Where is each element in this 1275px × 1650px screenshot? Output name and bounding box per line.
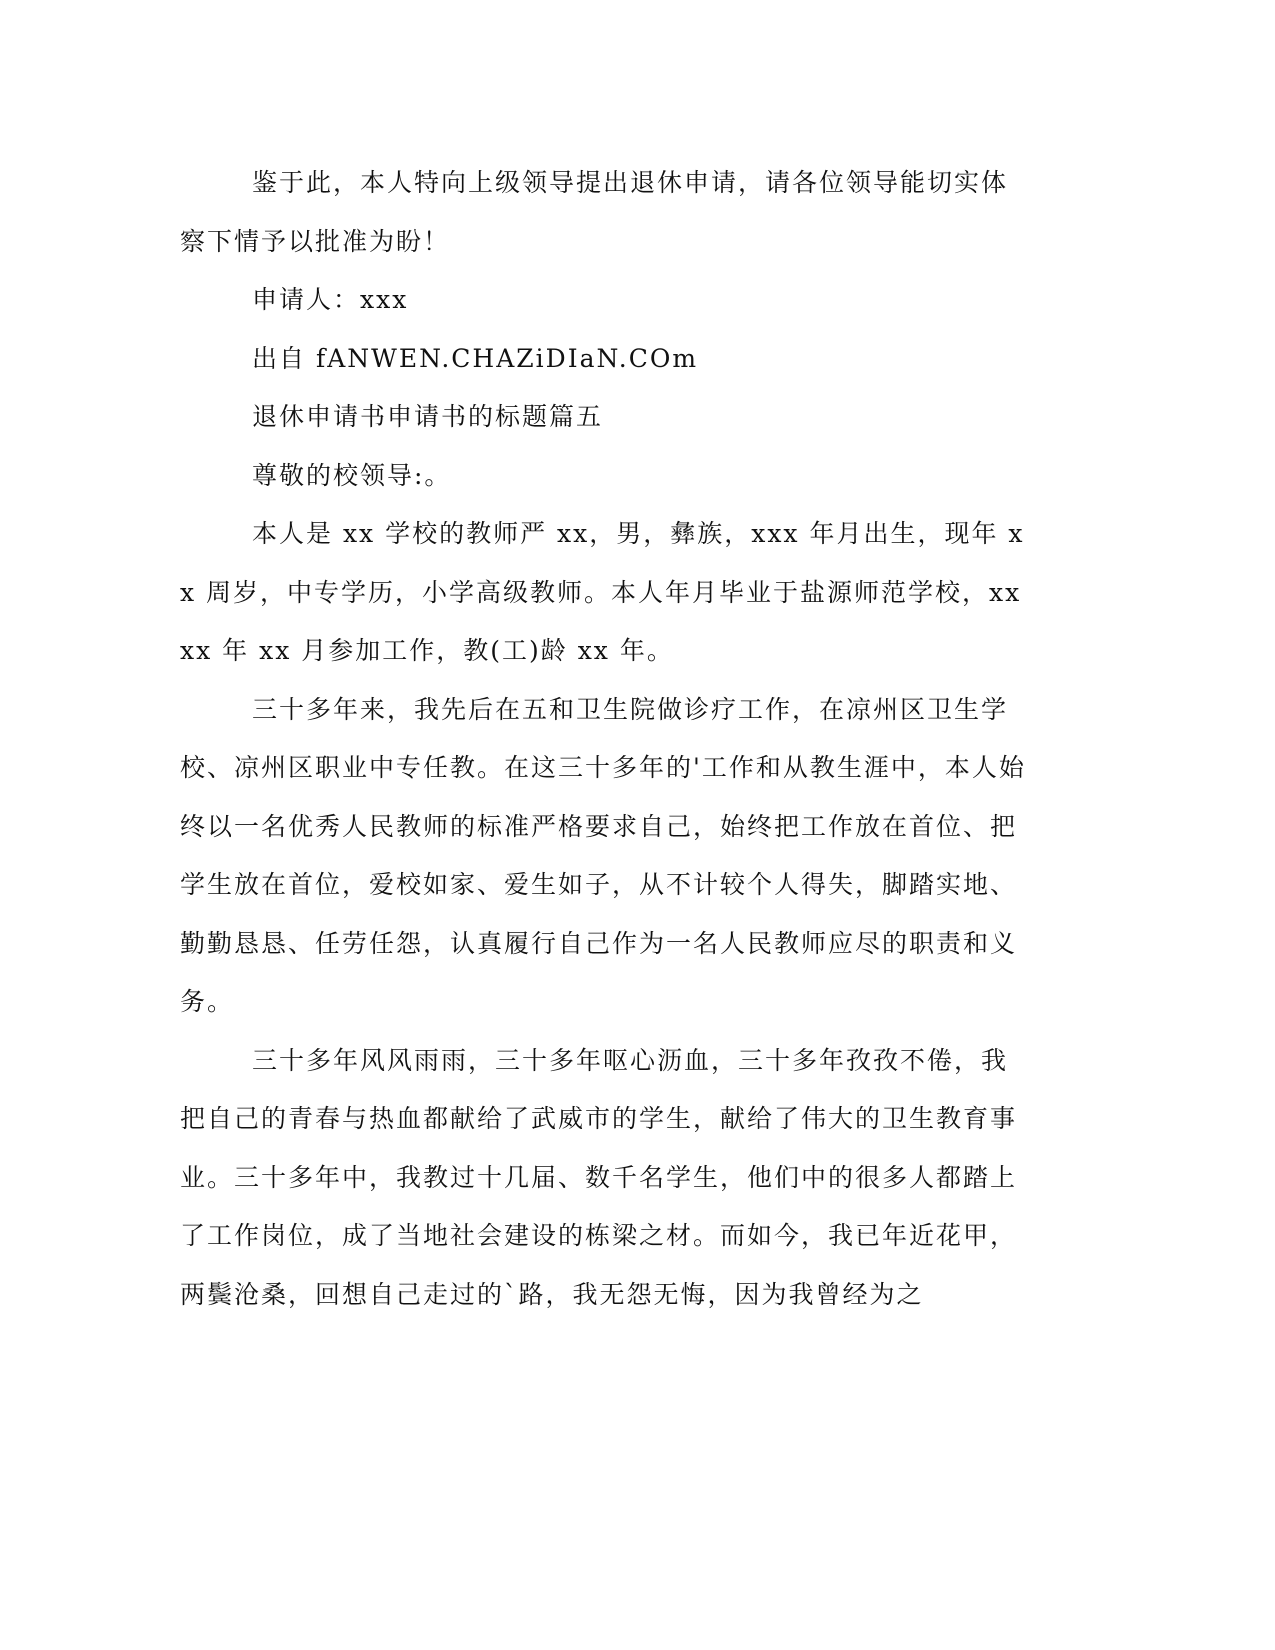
paragraph-personal-info: 本人是 xx 学校的教师严 xx，男，彝族，xxx 年月出生，现年 xx 周岁，中专学历，小学高级教师。本人年月毕业于盐源师范学校，xxxx 年 xx 月参加工作，教(工)龄 xx 年。	[180, 519, 1025, 665]
section-title: 退休申请书申请书的标题篇五	[252, 402, 604, 431]
paragraph-request-approval: 鉴于此，本人特向上级领导提出退休申请，请各位领导能切实体察下情予以批准为盼！	[180, 168, 1009, 256]
salutation: 尊敬的校领导:。	[252, 460, 452, 490]
paragraph-reflection: 三十多年风风雨雨，三十多年呕心沥血，三十多年孜孜不倦，我把自己的青春与热血都献给了武威市的学生，献给了伟大的卫生教育事业。三十多年中，我教过十几届、数千名学生，他们中的很多人都踏上了工作岗位，成了当地社会建设的栋梁之材。而如今，我已年近花甲，两鬓沧桑，回想自己走过的`路，我无怨无悔，因为我曾经为之	[180, 1045, 1018, 1309]
paragraph-work-history: 三十多年来，我先后在五和卫生院做诊疗工作，在凉州区卫生学校、凉州区职业中专任教。在这三十多年的'工作和从教生涯中，本人始终以一名优秀人民教师的标准严格要求自己，始终把工作放在首位、把学生放在首位，爱校如家、爱生如子，从不计较个人得失，脚踏实地、勤勤恳恳、任劳任怨，认真履行自己作为一名人民教师应尽的职责和义务。	[180, 694, 1026, 1016]
document-body	[180, 154, 1030, 1324]
paragraph-source: 出自 fANWEN.CHAZiDIaN.COm	[252, 343, 699, 373]
paragraph-applicant: 申请人：xxx	[252, 285, 409, 314]
